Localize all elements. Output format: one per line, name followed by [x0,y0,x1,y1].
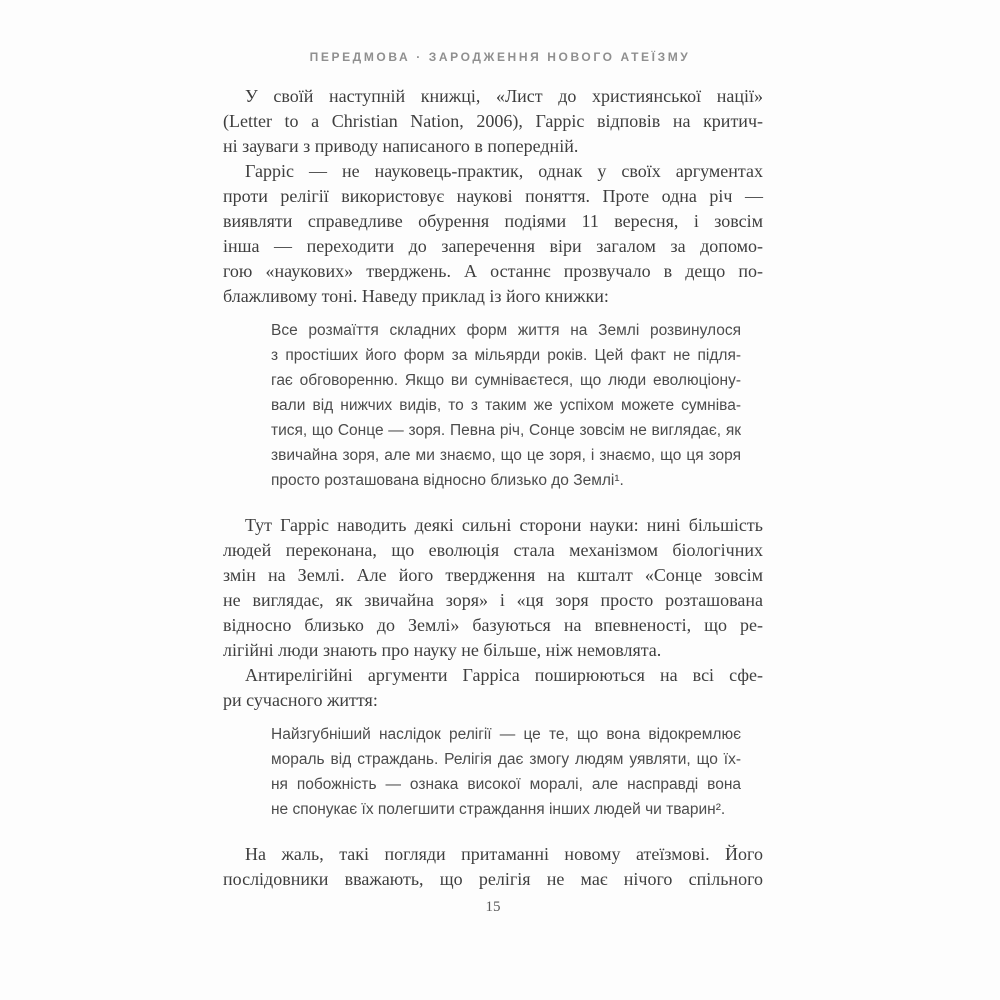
paragraph [223,842,763,892]
paragraph [223,159,763,309]
paragraph [223,513,763,663]
text-line: На жаль, такі погляди притаманні новому атеїзмові. Його [245,844,763,864]
text-line: гає обговоренню. Якщо ви сумніваєтеся, що люди еволюціону- [271,372,741,389]
text-line: не спонукає їх полегшити страждання інших людей чи тварин². [271,801,726,818]
text-line: просто розташована відносно близько до Землі¹. [271,472,624,489]
text-line: Антирелігійні аргументи Гарріса поширюються на всі сфе- [245,665,763,685]
text-line: ри сучасного життя: [223,690,378,710]
text-line: звичайна зоря, але ми знаємо, що це зоря, і знаємо, що ця зоря [271,447,741,464]
paragraph [223,84,763,159]
paragraph [223,663,763,713]
page-number: 15 [485,899,501,915]
text-line: Тут Гарріс наводить деякі сильні сторони науки: нині більшість [245,515,763,535]
running-head: ПЕРЕДМОВА · ЗАРОДЖЕННЯ НОВОГО АТЕЇЗМУ [309,50,691,64]
text-column [223,84,763,892]
text-line: вали від нижчих видів, то з таким же успіхом можете сумніва- [271,397,741,414]
text-line: тися, що Сонце — зоря. Певна річ, Сонце зовсім не виглядає, як [271,422,741,439]
text-line: У своїй наступній книжці, «Лист до християнської нації» [245,86,763,106]
text-line: проти релігії використовує наукові поняття. Проте одна річ — [223,186,763,206]
text-line: лігійні люди знають про науку не більше, ніж немовлята. [223,640,662,660]
text-line: Все розмаїття складних форм життя на Землі розвинулося [271,322,741,339]
text-line: ні зауваги з приводу написаного в попередній. [223,136,579,156]
text-line: блажливому тоні. Наведу приклад із його книжки: [223,286,609,306]
text-line: виявляти справедливе обурення подіями 11 вересня, і зовсім [223,211,763,231]
block-quote [271,722,741,822]
text-line: (Letter to a Christian Nation, 2006), Гарріс відповів на критич- [223,111,763,131]
text-line: з простіших його форм за мільярди років. Цей факт не підля- [271,347,741,364]
text-line: ня побожність — ознака високої моралі, але насправді вона [271,776,741,793]
text-line: Гарріс — не науковець-практик, однак у своїх аргументах [245,161,763,181]
text-line: людей переконана, що еволюція стала механізмом біологічних [223,540,763,560]
text-line: послідовники вважають, що релігія не має нічого спільного [223,869,763,889]
block-quote [271,318,741,493]
text-line: змін на Землі. Але його твердження на кшталт «Сонце зовсім [223,565,763,585]
text-line: мораль від страждань. Релігія дає змогу людям уявляти, що їх- [271,751,741,768]
text-line: інша — переходити до заперечення віри загалом за допомо- [223,236,763,256]
text-line: відносно близько до Землі» базуються на впевненості, що ре- [223,615,763,635]
text-line: Найзгубніший наслідок релігії — це те, що вона відокремлює [271,726,741,743]
text-line: гою «наукових» тверджень. А останнє прозвучало в дещо по- [223,261,763,281]
text-line: не виглядає, як звичайна зоря» і «ця зоря просто розташована [223,590,763,610]
